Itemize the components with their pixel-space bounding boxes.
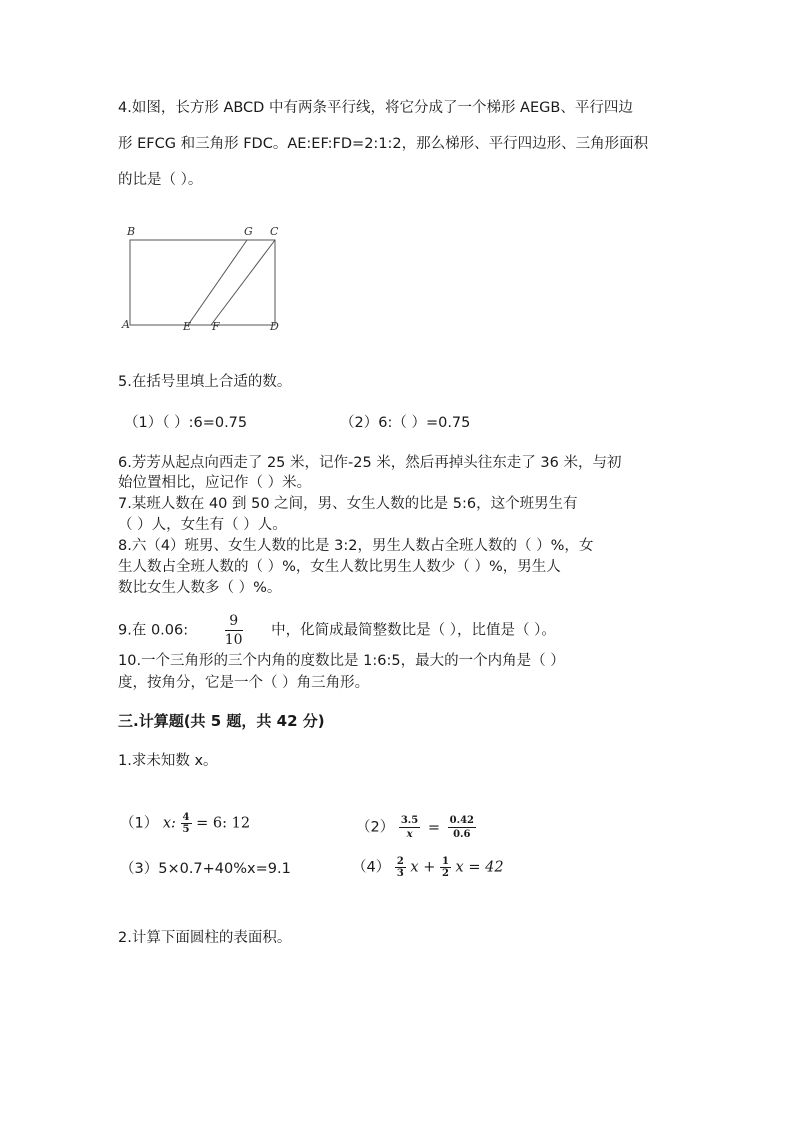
calc1-p1-fraction (181, 812, 192, 835)
label-c: C (270, 225, 279, 238)
calc1-p4-a-x: x + (410, 859, 436, 876)
section3-title: 三.计算题(共 5 题，共 42 分) (118, 712, 325, 730)
calc1-p4-b-fraction (440, 856, 451, 879)
q5-title: 5.在括号里填上合适的数。 (118, 374, 292, 390)
q5-part1: （1）（ ）:6=0.75 (124, 415, 248, 431)
parallel-line-fc (211, 240, 275, 325)
q9-suffix: 中，化简成最简整数比是（ ），比值是（ ）。 (271, 622, 556, 639)
label-g: G (244, 225, 253, 238)
calc1-p1-rest: = 6: 12 (196, 815, 251, 832)
q8-line3: 数比女生人数多（ ）%。 (118, 580, 282, 596)
calc1-part1 (120, 812, 250, 835)
label-b: B (127, 225, 136, 238)
rectangle-diagram (116, 222, 296, 337)
q8-line1: 8.六（4）班男、女生人数的比是 3:2，男生人数占全班人数的（ ）%，女 (118, 538, 594, 554)
q6-line1: 6.芳芳从起点向西走了 25 米，记作-25 米，然后再掉头往东走了 36 米，与初 (118, 455, 622, 471)
calc1-p2-right-den: 0.6 (453, 829, 471, 840)
q9-prefix: 9.在 0.06: (118, 622, 189, 639)
q5-part2: （2）6:（ ）=0.75 (340, 415, 471, 431)
label-a: A (122, 318, 130, 331)
calc1-p2-eq: = (427, 819, 441, 836)
label-e: E (183, 320, 192, 333)
q9-line (118, 612, 556, 649)
calc1-part4 (352, 856, 504, 879)
q9-fraction (225, 612, 243, 649)
calc1-p2-right-fraction (448, 814, 476, 841)
calc1-p4-a-fraction (395, 856, 406, 879)
calc1-p1-x: x: (162, 815, 176, 832)
q9-frac-den: 10 (224, 632, 243, 648)
q4-line2: 形 EFCG 和三角形 FDC。AE:EF:FD=2:1:2，那么梯形、平行四边形、三角形面积 (118, 136, 649, 152)
calc1-title: 1.求未知数 x。 (118, 753, 218, 769)
q7-line2: （ ）人，女生有（ ）人。 (118, 517, 287, 533)
q7-line1: 7.某班人数在 40 到 50 之间，男、女生人数的比是 5:6，这个班男生有 (118, 496, 578, 512)
q8-line2: 生人数占全班人数的（ ）%，女生人数比男生人数少（ ）%，男生人 (118, 559, 561, 575)
calc1-p2-left-den: x (406, 829, 413, 840)
calc2-title: 2.计算下面圆柱的表面积。 (118, 930, 292, 946)
calc1-p4-a-den: 3 (396, 868, 404, 879)
label-d: D (270, 320, 279, 333)
calc1-p1-label: （1） (120, 815, 159, 832)
calc1-p4-b-den: 2 (441, 868, 449, 879)
rectangle-figure (116, 222, 296, 341)
calc1-p1-num: 4 (182, 812, 190, 823)
calc1-p1-den: 5 (182, 824, 190, 835)
q6-line2: 始位置相比，应记作（ ）米。 (118, 475, 312, 491)
q4-line1: 4.如图，长方形 ABCD 中有两条平行线，将它分成了一个梯形 AEGB、平行四边 (118, 100, 633, 116)
calc1-p2-label: （2） (356, 819, 395, 836)
calc1-p4-b-num: 1 (441, 856, 449, 867)
calc1-p4-a-num: 2 (396, 856, 404, 867)
calc1-p2-left-fraction (399, 814, 420, 841)
calc1-p2-left-num: 3.5 (400, 815, 419, 826)
parallel-line-eg (188, 240, 247, 325)
q9-frac-num: 9 (225, 612, 243, 631)
calc1-part2 (356, 814, 476, 841)
calc1-p2-right-num: 0.42 (449, 815, 474, 826)
label-f: F (212, 320, 220, 333)
calc1-p4-label: （4） (352, 859, 391, 876)
calc1-part3: （3）5×0.7+40%x=9.1 (120, 861, 291, 877)
q4-line3: 的比是（ ）。 (118, 172, 203, 188)
calc1-p4-b-rest: x = 42 (455, 859, 504, 876)
q10-line1: 10.一个三角形的三个内角的度数比是 1:6:5，最大的一个内角是（ ） (118, 653, 565, 669)
q10-line2: 度，按角分，它是一个（ ）角三角形。 (118, 675, 370, 691)
rectangle-abcd (130, 240, 275, 325)
